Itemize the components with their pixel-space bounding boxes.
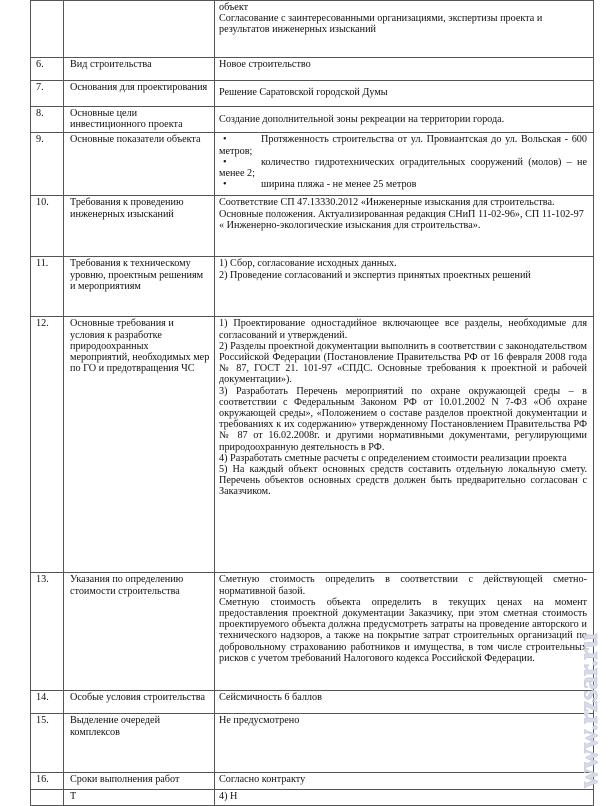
row-name-cell	[64, 1, 215, 58]
row-name: Основные цели инвестиционного проекта	[64, 107, 215, 133]
table-row	[31, 790, 594, 805]
row-value: Соответствие СП 47.13330.2012 «Инженерные изыскания для строительства. Основные положения. Актуализированная редакция СНиП 11-02-96», СП 11-102-97 « Инженерно-экологические изыскания для строительства».	[215, 196, 594, 257]
watermark-text: www.rzsar.ru	[573, 633, 603, 788]
row-number: 9.	[31, 133, 64, 196]
row-number: 8.	[31, 107, 64, 133]
row-value	[215, 317, 594, 573]
watermark	[573, 470, 603, 790]
row-value: Сейсмичность 6 баллов	[215, 691, 594, 714]
table-row	[31, 1, 594, 58]
row-name: Основания для проектирования	[64, 81, 215, 107]
table-row	[31, 107, 594, 133]
specification-table	[30, 0, 594, 806]
table-row	[31, 714, 594, 773]
row-name: Вид строительства	[64, 58, 215, 81]
value-paragraph: 1) Сбор, согласование исходных данных.	[219, 258, 397, 270]
row-number-cell	[31, 1, 64, 58]
row-value: Не предусмотрено	[215, 714, 594, 773]
value-paragraph: Сметную стоимость объекта определить в текущих ценах на момент предоставления проектной документации Заказчику, при этом сметная стоимость проектируемого объекта должна предусмотреть затраты на проведение авторского и технического надзоров, а также на покрытие затрат строительных организаций по добровольному страхованию работников и имущества, в том числе строительных рисков с учетом требований Налогового кодекса Российской Федерации.	[219, 596, 587, 664]
table-row	[31, 317, 594, 573]
row-value-cell	[215, 1, 594, 58]
table-row	[31, 257, 594, 317]
row-value: Решение Саратовской городской Думы	[215, 81, 594, 107]
row-value	[215, 257, 594, 317]
value-paragraph: Согласование с заинтересованными организациями, экспертизы проекта и результатов инженерных изысканий	[219, 13, 543, 36]
row-number: 16.	[31, 773, 64, 790]
row-value	[215, 573, 594, 691]
value-paragraph: 2) Проведение согласований и экспертиз принятых проектных решений	[219, 269, 531, 281]
row-number: 15.	[31, 714, 64, 773]
value-paragraph: 5) На каждый объект основных средств составить отдельную локальную смету. Перечень объектов основных средств должен быть предварительно согласован с Заказчиком.	[219, 464, 587, 498]
value-paragraph: 2) Разделы проектной документации выполнить в соответствии с законодательством Российской Федерации (Постановление Правительства РФ от 16 февраля 2008 года № 87, ГОСТ 21. 101-97 «СПДС. Основные требования к проектной и рабочей документации»).	[219, 340, 587, 386]
value-paragraph: 4) Разработать сметные расчеты с определением стоимости реализации проекта	[219, 452, 567, 464]
list-item: • ширина пляжа - не менее 25 метров	[223, 179, 417, 191]
row-name: Требования к проведению инженерных изысканий	[64, 196, 215, 257]
value-paragraph: Сметную стоимость определить в соответствии с действующей сметно-нормативной базой.	[219, 574, 587, 597]
value-paragraph: объект	[219, 2, 249, 13]
row-name: Основные требования и условия к разработке природоохранных мероприятий, необходимых мер по ГО и предотвращения ЧС	[64, 317, 215, 573]
row-name: Особые условия строительства	[64, 691, 215, 714]
row-number: 6.	[31, 58, 64, 81]
bullet-icon: •	[223, 156, 227, 168]
row-value	[215, 133, 594, 196]
bullet-icon: •	[223, 134, 227, 146]
row-value: Новое строительство	[215, 58, 594, 81]
table-row	[31, 81, 594, 107]
row-name: Основные показатели объекта	[64, 133, 215, 196]
row-name: Выделение очередей комплексов	[64, 714, 215, 773]
row-number: 7.	[31, 81, 64, 107]
table-row	[31, 773, 594, 790]
row-value: 4) Н	[215, 790, 594, 805]
bullet-icon: •	[223, 179, 227, 191]
value-paragraph: 1) Проектирование одностадийное включающее все разделы, необходимые для согласований и утверждений.	[219, 318, 587, 341]
row-name: Сроки выполнения работ	[64, 773, 215, 790]
value-paragraph: 3) Разработать Перечень мероприятий по охране окружающей среды – в соответствии с Федеральным Законом РФ от 10.01.2002 N 7-ФЗ «Об охране окружающей среды», «Положением о составе разделов проектной документации и требованиях к их содержанию» утвержденному Постановлением Правительства РФ № 87 от 16.02.2008г. и другими нормативными документами, регулирующими природоохранную деятельность в РФ.	[219, 385, 587, 453]
row-number: 14.	[31, 691, 64, 714]
row-number: 12.	[31, 317, 64, 573]
table-row	[31, 691, 594, 714]
list-item: • количество гидротехнических оградительных сооружений (молов) – не менее 2;	[219, 156, 587, 180]
table-row	[31, 58, 594, 81]
list-item: • Протяженность строительства от ул. Провиантская до ул. Вольская - 600 метров;	[219, 134, 587, 157]
table-row	[31, 196, 594, 257]
row-name: Указания по определению стоимости строительства	[64, 573, 215, 691]
row-number: 13.	[31, 573, 64, 691]
row-number: 11.	[31, 257, 64, 317]
row-number: 10.	[31, 196, 64, 257]
row-number	[31, 790, 64, 805]
indicator-list	[219, 134, 587, 190]
row-name: Требования к техническому уровню, проектным решениям и мероприятиям	[64, 257, 215, 317]
row-value: Создание дополнительной зоны рекреации на территории города.	[215, 107, 594, 133]
row-name: Т	[64, 790, 215, 805]
table-row	[31, 573, 594, 691]
row-value: Согласно контракту	[215, 773, 594, 790]
table-row	[31, 133, 594, 196]
